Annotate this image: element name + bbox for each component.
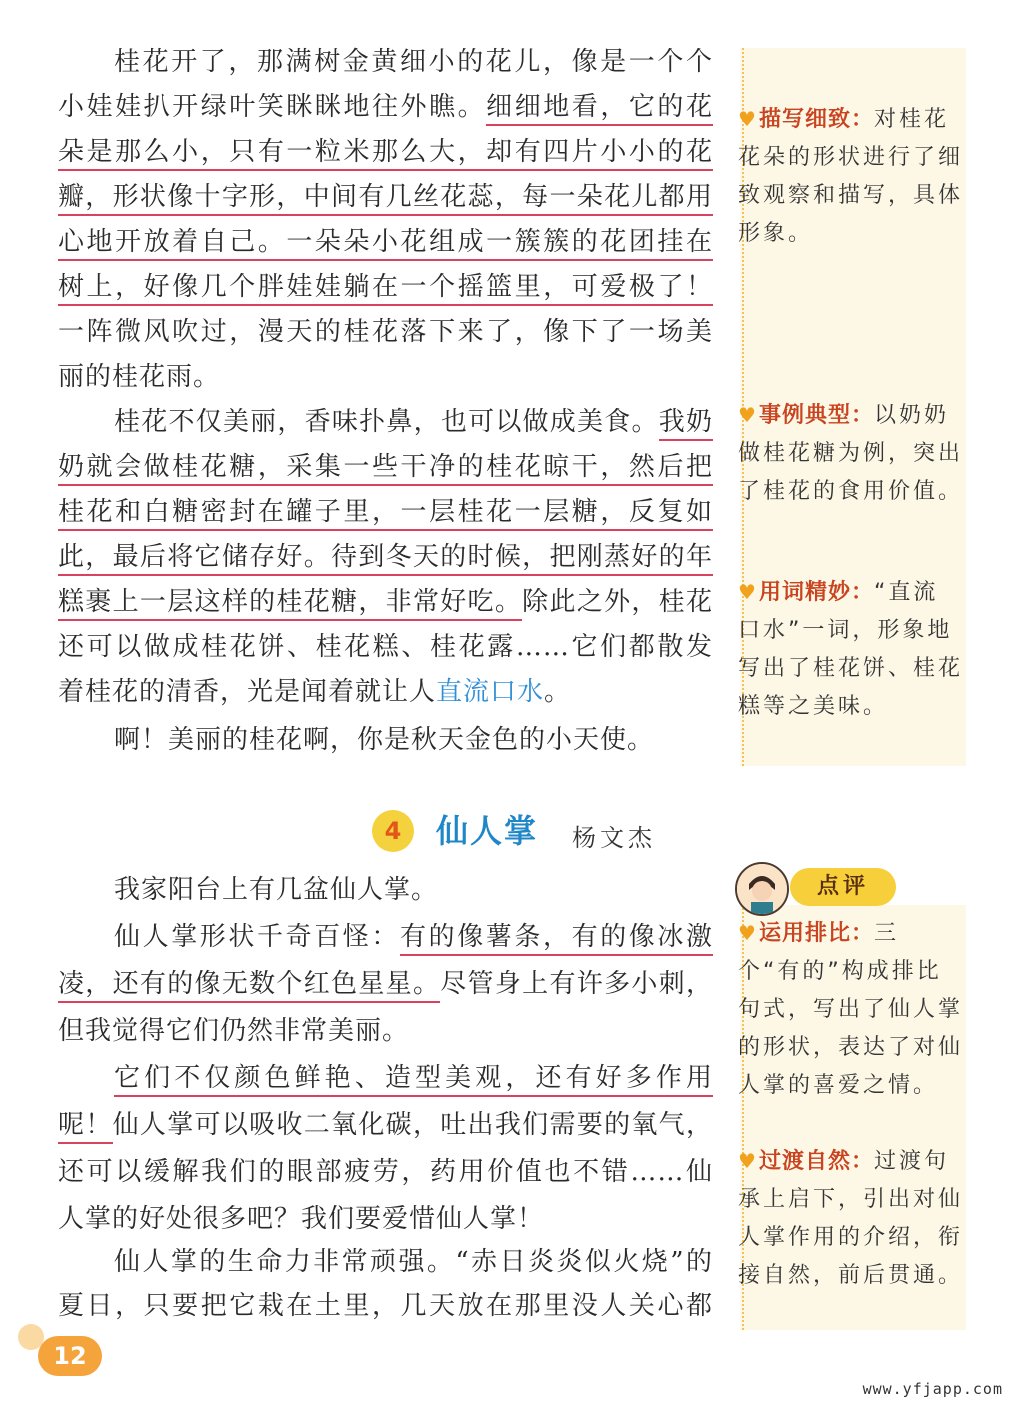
comment-badge: 点评 xyxy=(790,868,896,906)
annotation-note: ♥事例典型：以奶奶做桂花糖为例，突出了桂花的食用价值。 xyxy=(738,403,964,504)
text-line: 桂花和白糖密封在罐子里，一层桂花一层糖，反复如 xyxy=(58,490,713,535)
text-line: 还可以缓解我们的眼部疲劳，药用价值也不错……仙 xyxy=(58,1157,713,1187)
text-line: 奶就会做桂花糖，采集一些干净的桂花晾干，然后把 xyxy=(58,445,713,490)
annotation-note: ♥过渡自然：过渡句承上启下，引出对仙人掌作用的介绍，衔接自然，前后贯通。 xyxy=(738,1149,964,1288)
text-line: 丽的桂花雨。 xyxy=(58,362,221,392)
text-line: 它们不仅颜色鲜艳、造型美观，还有好多作用 xyxy=(58,1056,713,1101)
text-line: 心地开放着自己。一朵朵小花组成一簇簇的花团挂在 xyxy=(58,220,713,265)
text-line: 夏日，只要把它栽在土里，几天放在那里没人关心都 xyxy=(58,1291,713,1321)
heart-icon: ♥ xyxy=(738,580,759,604)
text-line: 桂花开了，那满树金黄细小的花儿，像是一个个 xyxy=(114,47,713,77)
text-line: 还可以做成桂花饼、桂花糕、桂花露……它们都散发 xyxy=(58,632,713,662)
text-line: 仙人掌的生命力非常顽强。“赤日炎炎似火烧”的 xyxy=(114,1247,713,1277)
teacher-avatar-icon xyxy=(735,862,789,916)
annotation-note: ♥运用排比：三个“有的”构成排比句式，写出了仙人掌的形状，表达了对仙人掌的喜爱之情。 xyxy=(738,921,964,1098)
text-line: 一阵微风吹过，漫天的桂花落下来了，像下了一场美 xyxy=(58,317,713,347)
highlighted-phrase: 直流口水 xyxy=(436,677,545,707)
heart-icon: ♥ xyxy=(738,921,759,945)
annotation-note: ♥描写细致：对桂花花朵的形状进行了细致观察和描写，具体形象。 xyxy=(738,107,964,246)
heart-icon: ♥ xyxy=(738,1149,759,1173)
annotation-note: ♥用词精妙：“直流口水”一词，形象地写出了桂花饼、桂花糕等之美味。 xyxy=(738,580,964,719)
text-line: 我家阳台上有几盆仙人掌。 xyxy=(114,875,439,905)
text-line: 凌，还有的像无数个红色星星。尽管身上有许多小刺， xyxy=(58,962,713,1007)
text-line: 瓣，形状像十字形，中间有几丝花蕊，每一朵花儿都用 xyxy=(58,175,713,220)
text-line: 仙人掌形状千奇百怪：有的像薯条，有的像冰激 xyxy=(58,915,713,960)
heart-icon: ♥ xyxy=(738,403,759,427)
chapter-number: 4 xyxy=(372,810,414,852)
chapter-title: 仙人掌 xyxy=(436,812,539,850)
heart-icon: ♥ xyxy=(738,107,759,131)
text-line: 桂花不仅美丽，香味扑鼻，也可以做成美食。我奶 xyxy=(58,400,713,445)
text-line: 小娃娃扒开绿叶笑眯眯地往外瞧。细细地看，它的花 xyxy=(58,85,713,130)
text-line: 此，最后将它储存好。待到冬天的时候，把刚蒸好的年 xyxy=(58,535,713,580)
text-line: 但我觉得它们仍然非常美丽。 xyxy=(58,1016,410,1046)
text-line: 朵是那么小，只有一粒米那么大，却有四片小小的花 xyxy=(58,130,713,175)
text-line: 啊！美丽的桂花啊，你是秋天金色的小天使。 xyxy=(114,725,655,755)
chapter-author: 杨文杰 xyxy=(572,824,656,852)
text-line: 着桂花的清香，光是闻着就让人直流口水。 xyxy=(58,677,572,707)
text-line: 糕裹上一层这样的桂花糖，非常好吃。除此之外，桂花 xyxy=(58,580,713,625)
text-line: 树上，好像几个胖娃娃躺在一个摇篮里，可爱极了！ xyxy=(58,265,713,310)
page-number: 12 xyxy=(38,1336,102,1376)
text-line: 呢！仙人掌可以吸收二氧化碳，吐出我们需要的氧气， xyxy=(58,1103,713,1148)
text-line: 人掌的好处很多吧？我们要爱惜仙人掌！ xyxy=(58,1204,545,1234)
watermark: www.yfjapp.com xyxy=(862,1380,1003,1398)
